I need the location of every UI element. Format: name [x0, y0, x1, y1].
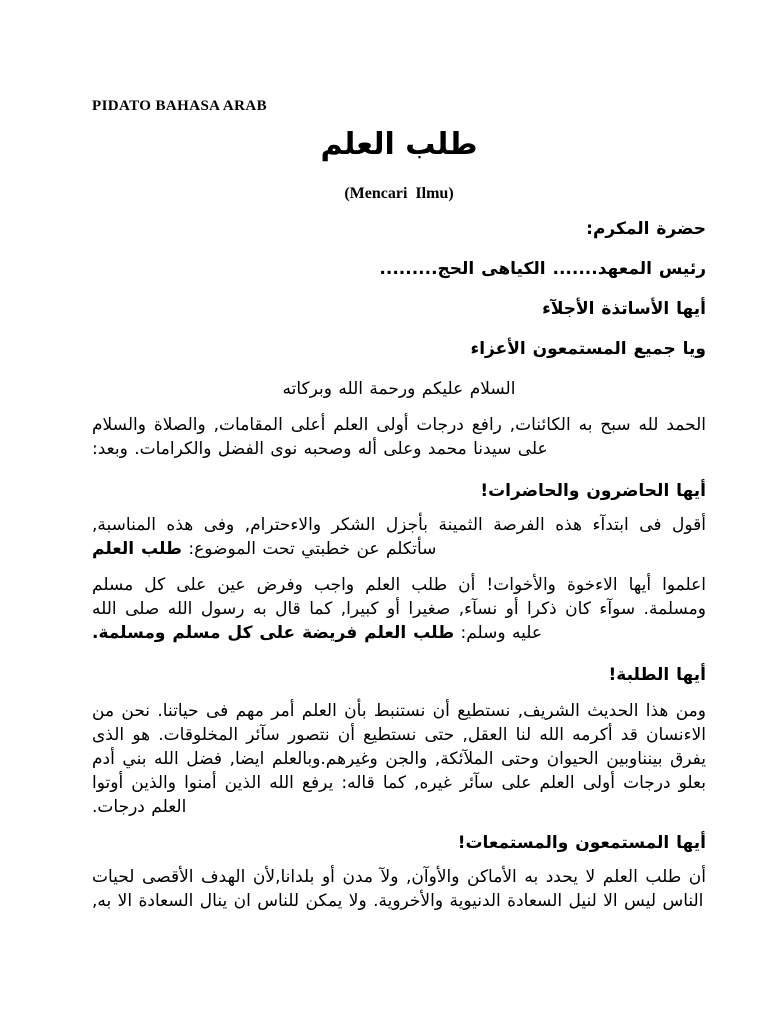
paragraph-opening-topic-bold: طلب العلم [92, 539, 182, 559]
paragraph-obligation-text: اعلموا أيها الاءخوة والأخوات! أن طلب العلم واجب وفرض عين على كل مسلم ومسلمة. سوآء كان ذكرا أو نسآء, صغيرا أو كبيرا, كما قال به رسول الله صلى الله عليه وسلم: [92, 575, 706, 643]
heading-attendees: أيها الحاضرون والحاضرات! [480, 481, 706, 501]
salam-greeting: السلام عليكم ورحمة الله وبركاته [282, 379, 516, 399]
heading-audience: أيها المستمعون والمستمعات! [457, 833, 706, 853]
paragraph-obligation [92, 573, 706, 645]
paragraph-goal: أن طلب العلم لا يحدد به الأماكن والأوآن, ولآ مدن أو بلدانا,لأن الهدف الأقصى لحيات الناس ليس الا لنيل السعادة الدنيوية والأخروية. ولا يمكن للناس ان ينال السعادة الا به, [92, 867, 706, 911]
paragraph-opening [92, 513, 706, 561]
salutation-headmaster: رئيس المعهد....... الكياهى الحج......... [379, 259, 706, 279]
document-kicker: PIDATO BAHASA ARAB [92, 98, 268, 114]
heading-students: أيها الطلبة! [608, 665, 706, 685]
paragraph-hamdalah: الحمد لله سبح به الكائنات, رافع درجات أولى العلم أعلى المقامات, والصلاة والسلام على سيدنا محمد وعلى أله وصحبه نوى الفضل والكرامات. وبعد: [92, 415, 706, 459]
salutation-honored: حضرة المكرم: [586, 219, 706, 239]
paragraph-opening-text: أقول فى ابتدآء هذه الفرصة الثمينة بأجزل الشكر والاءحترام, وفى هذه المناسبة, سأتكلم عن خطبتي تحت الموضوع: [92, 515, 706, 559]
document-title-arabic: طلب العلم [320, 127, 478, 162]
document-subtitle-latin: (Mencari Ilmu) [344, 185, 454, 202]
paragraph-knowledge: ومن هذا الحديث الشريف, نستطيع أن نستنبط بأن العلم أمر مهم فى حياتنا. نحن من الاءنسان قد أكرمه الله لنا العقل, حتى نستطيع أن نتصور سآئر المخلوقات. هو الذى يفرق بينناوبين الحيوان وحتى الملآئكة, والجن وغيرهم.وبالعلم ايضا, فضل الله بني أدم بعلو درجات أولى العلم على سآئر غيره, كما قاله: يرفع الله الذين أمنوا والذين أوتوا العلم درجات. [92, 701, 706, 817]
salutation-listeners: ويا جميع المستمعون الأعزاء [470, 339, 706, 359]
salutation-teachers: أيها الأساتذة الأجلآء [542, 299, 706, 319]
paragraph-obligation-hadith-bold: طلب العلم فريضة على كل مسلم ومسلمة. [92, 623, 455, 643]
